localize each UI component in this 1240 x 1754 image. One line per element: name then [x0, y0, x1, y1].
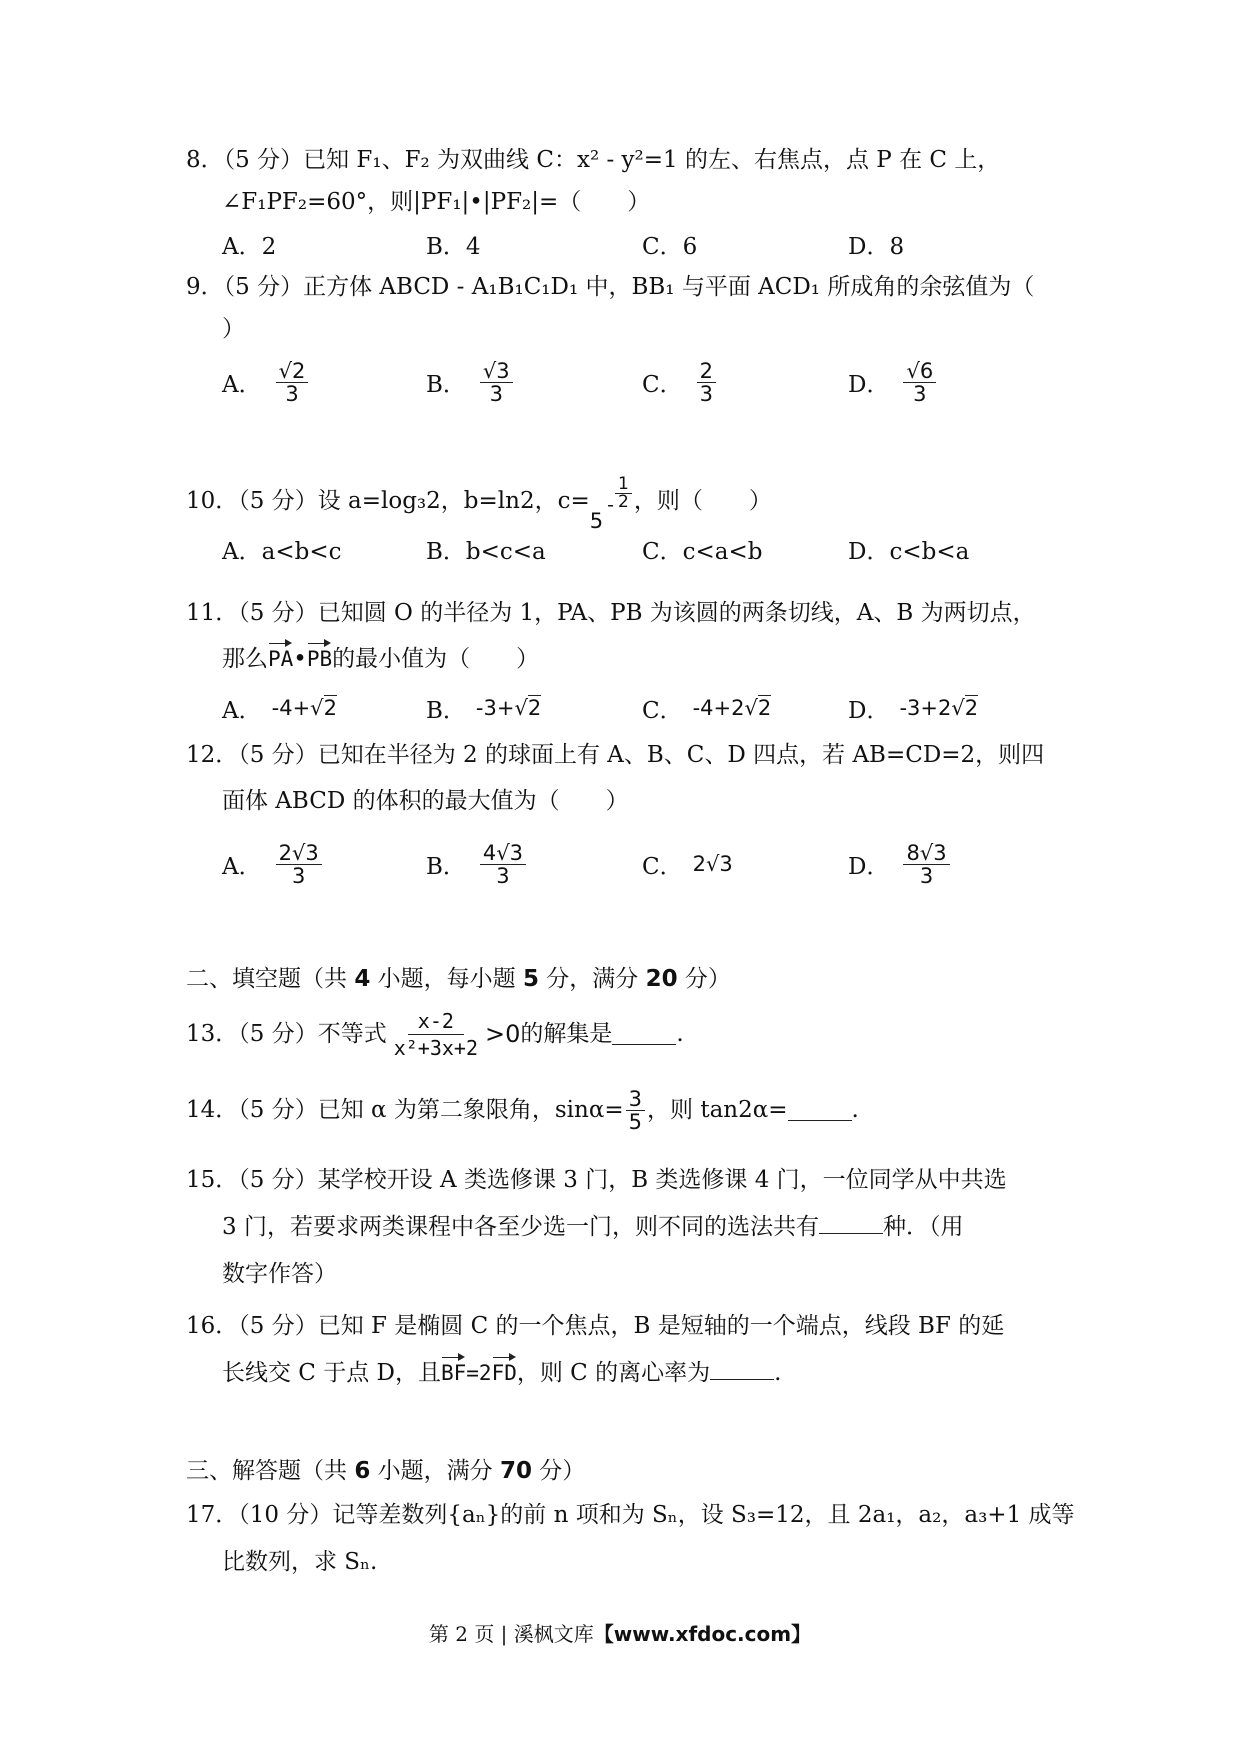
points-each: 5: [522, 966, 539, 992]
section-text: 三、解答题（共: [186, 1458, 355, 1484]
fraction: [480, 842, 526, 887]
answer-blank: [788, 1100, 852, 1121]
q11-line1: 11．（5 分）已知圆 O 的半径为 1，PA、PB 为该圆的两条切线，A、B 为两切点，: [186, 600, 1036, 626]
option-label: B．: [426, 697, 466, 724]
denominator: 3: [496, 863, 510, 888]
numerator: 2√3: [276, 842, 322, 865]
q17-line1: 17．（10 分）记等差数列{aₙ}的前 n 项和为 Sₙ，设 S₃=12，且 2a₁，a₂，a₃+1 成等: [186, 1502, 1075, 1528]
fraction: [276, 360, 309, 405]
q14-prefix: 14．（5 分）已知 α 为第二象限角，sinα=: [186, 1097, 624, 1123]
q10-option-a: A．a<b<c: [222, 538, 342, 565]
q8-option-c: C．6: [642, 233, 698, 260]
option-label: B．: [426, 853, 466, 880]
fraction: [480, 360, 513, 405]
q8-option-d: D．8: [848, 233, 905, 260]
option-label: B．: [426, 371, 466, 398]
option-label: A．: [222, 371, 262, 398]
fraction: [903, 842, 949, 887]
section-text: 二、填空题（共: [186, 966, 355, 992]
footer-site: 【www.xfdoc.com】: [593, 1622, 812, 1646]
expr-prefix: -3+2: [899, 696, 952, 720]
q15-line2-prefix: 3 门，若要求两类课程中各至少选一门，则不同的选法共有: [222, 1214, 819, 1240]
q12-line1: 12．（5 分）已知在半径为 2 的球面上有 A、B、C、D 四点，若 AB=CD=2，则四: [186, 742, 1045, 768]
question-count: 4: [354, 966, 371, 992]
q10-exponent: [615, 476, 632, 511]
q13-suffix: 的解集是: [520, 1021, 613, 1047]
answer-blank: [710, 1359, 774, 1380]
total-points: 20: [645, 966, 678, 992]
denominator: 3: [291, 863, 306, 888]
denominator: 2: [617, 492, 629, 512]
option-expression: -4+2√2: [692, 696, 772, 720]
option-label: A．: [222, 853, 262, 880]
question-count: 6: [354, 1458, 371, 1484]
q10-prefix: 10．（5 分）设 a=log₃2，b=ln2，c=: [186, 488, 590, 514]
section-text: 小题，满分: [370, 1458, 500, 1484]
vector-pa: PA: [268, 644, 293, 674]
q10-options: [222, 534, 982, 564]
numerator: 3: [626, 1088, 645, 1111]
q12-options: [222, 834, 982, 894]
q8-option-b: B．4: [426, 233, 481, 260]
q11-option-d: [848, 691, 978, 725]
q9-option-d: [848, 352, 940, 412]
q10-option-c: C．c<a<b: [642, 538, 763, 565]
q8-option-a: A．2: [222, 233, 277, 260]
fraction: [903, 360, 936, 405]
option-expression: -3+2√2: [899, 696, 979, 720]
option-label: D．: [848, 697, 890, 724]
q13-prefix: 13．（5 分）不等式: [186, 1021, 387, 1047]
radicand: 2: [527, 696, 542, 720]
vector-fd: FD: [492, 1358, 517, 1388]
denominator: 5: [628, 1109, 643, 1134]
radicand: 2: [323, 696, 337, 720]
option-label: D．: [848, 853, 890, 880]
q10-option-b: B．b<c<a: [426, 538, 546, 565]
q13-fraction: [391, 1008, 481, 1061]
option-label: C．: [642, 853, 683, 880]
q10-exp-sign: -: [607, 494, 614, 516]
denominator: x²+3x+2: [393, 1035, 479, 1060]
section-text: 分）: [677, 966, 731, 992]
q9-option-a: [222, 352, 312, 412]
numerator: √3: [480, 360, 513, 383]
q15-line2-suffix: 种．（用: [882, 1214, 964, 1240]
q12-option-b: [426, 834, 530, 894]
q12-option-a: [222, 834, 326, 894]
q16-line1: 16．（5 分）已知 F 是椭圆 C 的一个焦点，B 是短轴的一个端点，线段 BF 的延: [186, 1313, 1005, 1339]
numerator: x-2: [408, 1008, 464, 1035]
q9-options: [222, 352, 982, 412]
vector-bf: BF: [441, 1358, 466, 1388]
q11-option-a: [222, 691, 337, 725]
q12-line2: 面体 ABCD 的体积的最大值为（ ）: [222, 788, 629, 814]
q13-end: .: [676, 1021, 684, 1047]
option-label: D．: [848, 371, 890, 398]
expr-prefix: -4+: [271, 696, 311, 720]
q16-end: .: [774, 1360, 782, 1386]
dot-operator: •: [293, 646, 307, 672]
q16-line2-prefix: 长线交 C 于点 D，且: [222, 1360, 441, 1386]
expr-prefix: -3+: [475, 696, 515, 720]
numerator: 1: [615, 476, 632, 494]
q13-line: [186, 1004, 684, 1064]
q9-line1: 9．（5 分）正方体 ABCD - A₁B₁C₁D₁ 中，BB₁ 与平面 ACD₁ 所成角的余弦值为（: [186, 274, 1035, 300]
q14-suffix: ，则 tan2α=: [647, 1097, 788, 1123]
q11-line2-suffix: 的最小值为（ ）: [332, 646, 540, 672]
q8-line1: 8．（5 分）已知 F₁、F₂ 为双曲线 C：x² - y²=1 的左、右焦点，点 P 在 C 上，: [186, 147, 1001, 173]
section-text: 小题，每小题: [370, 966, 523, 992]
option-expression: -3+√2: [475, 696, 542, 720]
q15-line1: 15．（5 分）某学校开设 A 类选修课 3 门，B 类选修课 4 门，一位同学从中共选: [186, 1167, 1007, 1193]
q9-option-c: [642, 352, 720, 412]
section-text: 分，满分: [538, 966, 646, 992]
section-3-heading: [186, 1452, 585, 1485]
q8-line2: ∠F₁PF₂=60°，则|PF₁|•|PF₂|=（ ）: [222, 189, 651, 215]
q12-option-d: [848, 834, 954, 894]
q15-line2: [222, 1212, 963, 1242]
q14-fraction: [626, 1088, 645, 1133]
q16-line2-suffix: ，则 C 的离心率为: [516, 1360, 711, 1386]
numerator: 8√3: [903, 842, 949, 865]
numerator: 4√3: [480, 842, 526, 865]
q10-power: [589, 474, 634, 536]
q14-line: [186, 1082, 859, 1138]
denominator: 3: [285, 381, 299, 406]
q11-line2-prefix: 那么: [222, 646, 268, 672]
q10-line1: [186, 474, 772, 536]
q11-options: [222, 691, 982, 725]
option-expression: -4+√2: [271, 696, 337, 720]
option-label: C．: [642, 371, 683, 398]
radicand: 2: [964, 696, 979, 720]
fraction: [276, 842, 322, 887]
q10-suffix: ，则（ ）: [633, 488, 772, 514]
q15-line3: 数字作答）: [222, 1261, 337, 1287]
section-text: 分）: [531, 1458, 586, 1484]
answer-blank: [819, 1213, 883, 1234]
option-label: C．: [642, 697, 683, 724]
fraction: [697, 360, 716, 405]
vector-pb: PB: [307, 644, 332, 674]
radicand: 2: [757, 696, 772, 720]
q14-end: .: [851, 1097, 859, 1123]
page-footer: [0, 1618, 1240, 1647]
q9-line2: ）: [222, 316, 245, 342]
q13-gt-zero: >0: [485, 1020, 521, 1048]
numerator: √2: [276, 360, 309, 383]
equals-two: =2: [466, 1361, 492, 1385]
q12-option-c: [642, 834, 733, 894]
denominator: 3: [489, 381, 503, 406]
option-expression: 2√3: [692, 852, 733, 876]
denominator: 3: [699, 381, 713, 406]
numerator: √6: [903, 360, 936, 383]
q8-options: [222, 214, 982, 260]
section-2-heading: [186, 960, 731, 993]
option-label: A．: [222, 697, 262, 724]
denominator: 3: [919, 863, 934, 888]
q11-option-c: [642, 691, 771, 725]
expr-prefix: -4+2: [692, 696, 745, 720]
q11-option-b: [426, 691, 541, 725]
total-points: 70: [499, 1458, 532, 1484]
q10-option-d: D．c<b<a: [848, 538, 970, 565]
q17-line2: 比数列，求 Sₙ.: [222, 1549, 378, 1575]
footer-page-label: 第 2 页 | 溪枫文库: [428, 1622, 594, 1646]
denominator: 3: [913, 381, 927, 406]
q10-base: 5: [589, 509, 604, 533]
q11-line2: [222, 644, 539, 674]
numerator: 2: [697, 360, 716, 383]
q16-line2: [222, 1358, 781, 1388]
answer-blank: [612, 1024, 676, 1045]
q9-option-b: [426, 352, 517, 412]
